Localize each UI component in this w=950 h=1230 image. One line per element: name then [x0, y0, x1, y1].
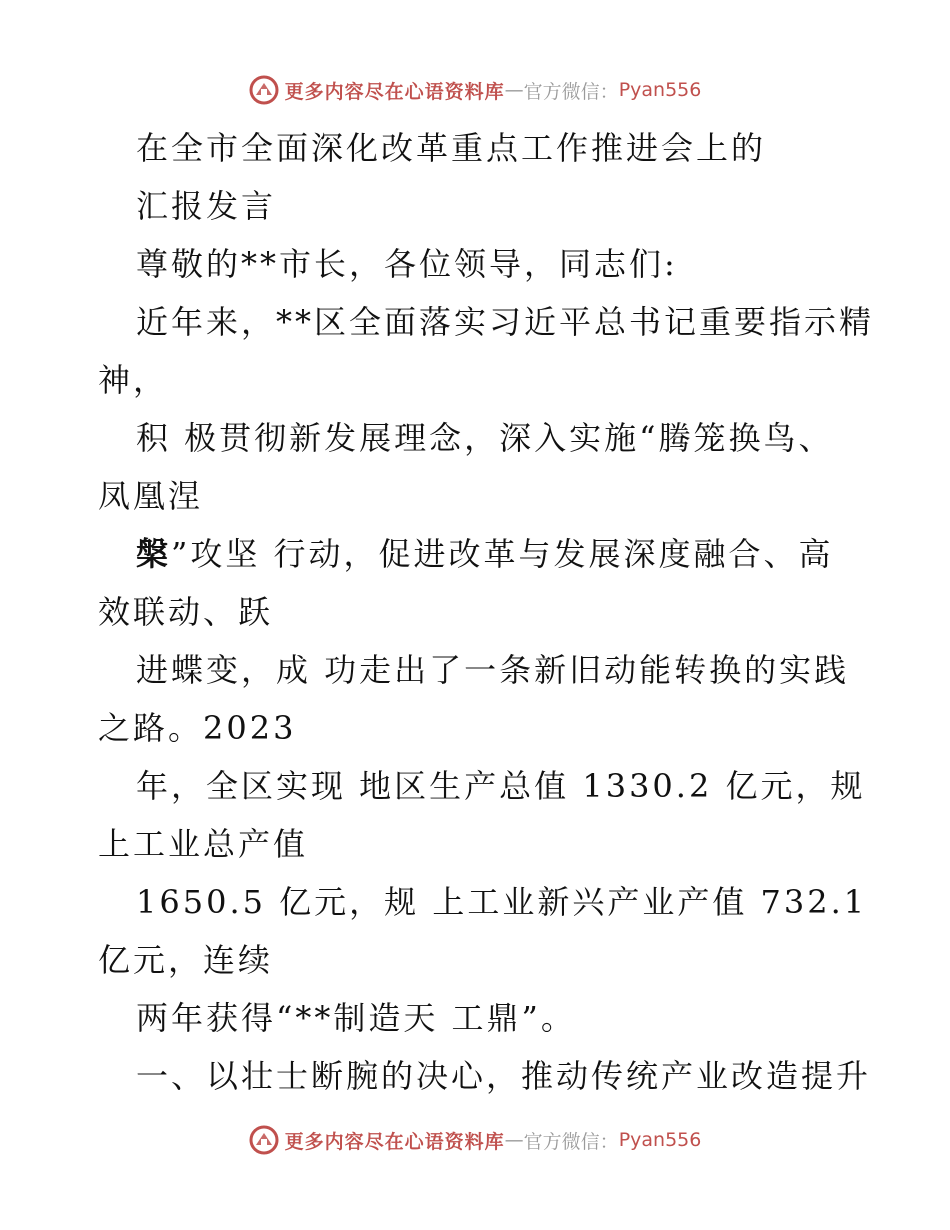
body-line [136, 534, 834, 574]
body-line: 亿元，连续 [98, 941, 274, 979]
book-logo-icon [249, 75, 279, 105]
body-line: 两年获得“**制造天 工鼎”。 [136, 999, 576, 1037]
body-line: 近年来，**区全面落实习近平总书记重要指示精 [136, 303, 875, 341]
salutation: 尊敬的**市长，各位领导，同志们: [136, 245, 678, 283]
body-line: 凤凰涅 [98, 477, 204, 515]
banner-wechat-id: Pyan556 [618, 79, 702, 101]
banner-official-label: 官方微信： [523, 1130, 619, 1153]
book-logo-icon [249, 1125, 279, 1155]
banner-wechat-id: Pyan556 [618, 1129, 702, 1151]
body-line: 年，全区实现 地区生产总值 1330.2 亿元，规 [136, 767, 866, 805]
body-line: 1650.5 亿元，规 上工业新兴产业产值 732.1 [136, 883, 868, 921]
heavy-glyph: 槃 [136, 535, 172, 573]
banner-dash: — [504, 79, 524, 101]
document-title-line2: 汇报发言 [136, 187, 277, 225]
banner-dash: — [504, 1129, 524, 1151]
body-line-rest: ”攻坚 行动，促进改革与发展深度融合、高 [171, 535, 834, 573]
section-heading: 一、以壮士断腕的决心，推动传统产业改造提升 [136, 1057, 872, 1095]
banner-main-text: 更多内容尽在心语资料库 [284, 1130, 505, 1153]
banner-official-label: 官方微信： [523, 80, 619, 103]
body-line: 之路。2023 [98, 709, 297, 747]
body-line: 神， [98, 361, 169, 399]
document-title-line1: 在全市全面深化改革重点工作推进会上的 [136, 129, 767, 167]
body-line: 进蝶变，成 功走出了一条新旧动能转换的实践 [136, 651, 850, 689]
watermark-banner-bottom [0, 1120, 950, 1160]
banner-main-text: 更多内容尽在心语资料库 [284, 80, 505, 103]
body-line: 上工业总产值 [98, 825, 309, 863]
watermark-banner-top [0, 70, 950, 110]
body-line: 效联动、跃 [98, 593, 274, 631]
body-line: 积 极贯彻新发展理念，深入实施“腾笼换鸟、 [136, 419, 834, 457]
